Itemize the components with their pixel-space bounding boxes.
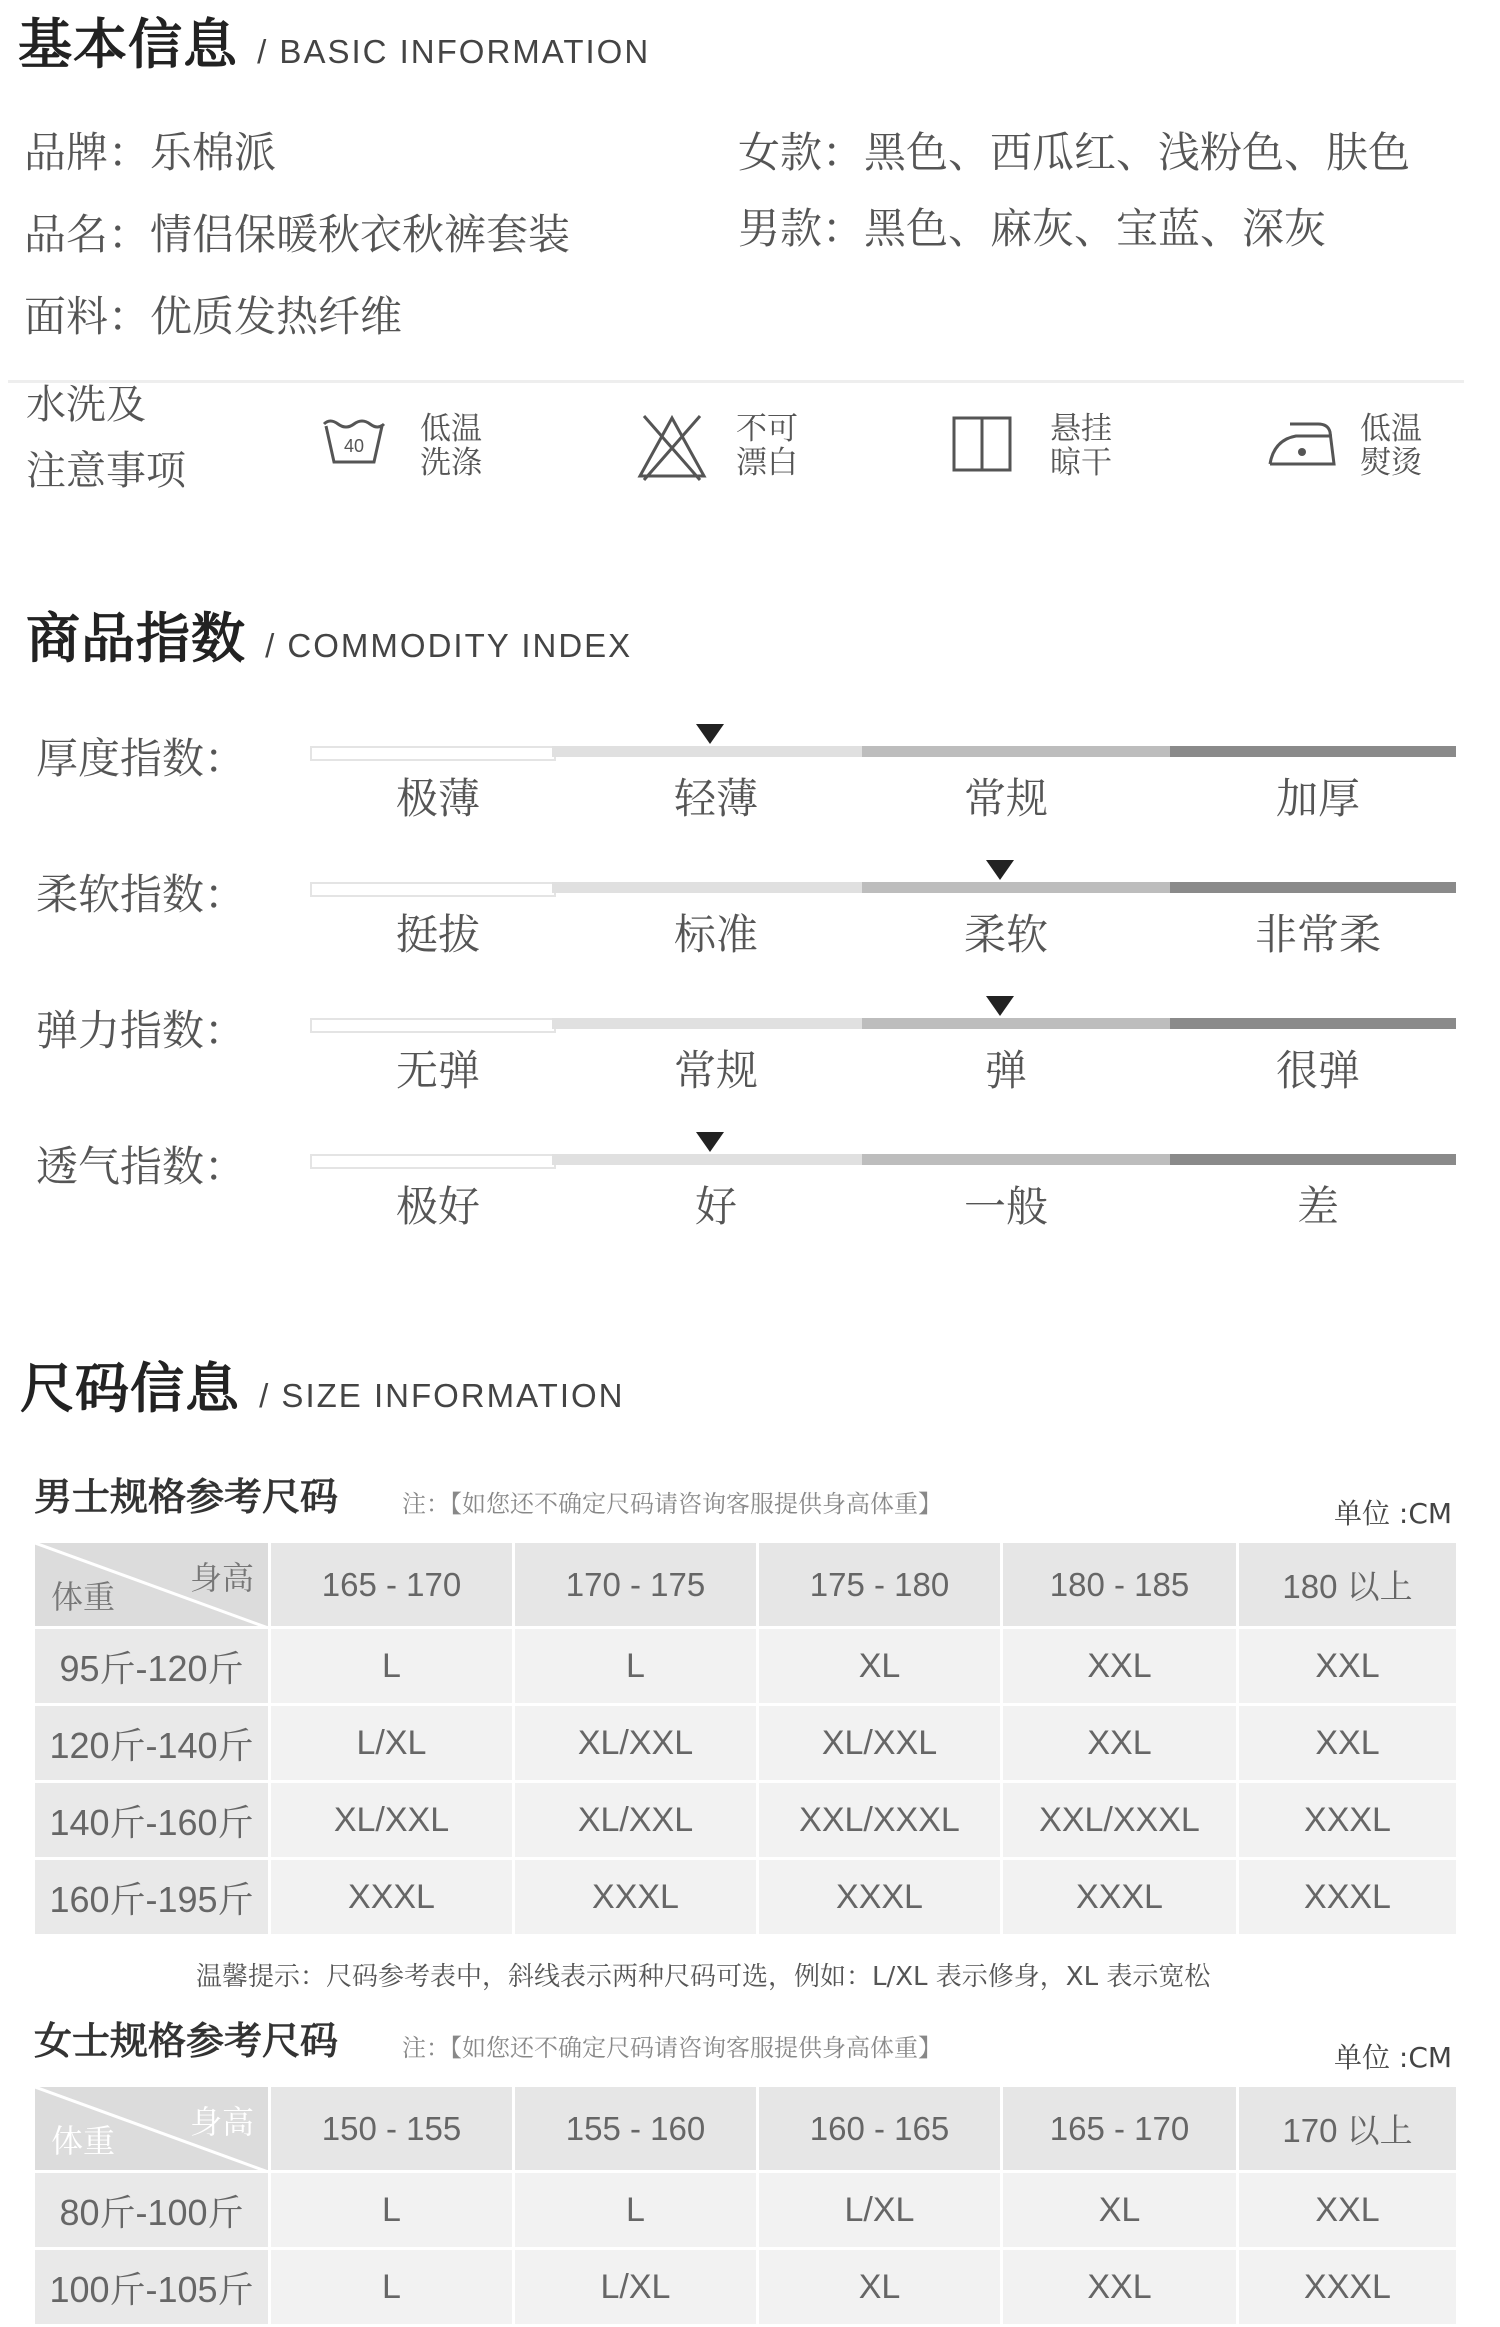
size-cell: XL xyxy=(758,2249,1002,2326)
index-bar-segment xyxy=(1170,746,1456,757)
care-text-line: 低温 xyxy=(420,411,482,447)
care-text-line: 不可 xyxy=(736,411,798,447)
weight-label: 80斤-100斤 xyxy=(34,2172,270,2249)
weight-label: 160斤-195斤 xyxy=(34,1859,270,1936)
wash-40-icon xyxy=(320,410,388,470)
index-level-label: 好 xyxy=(694,1182,738,1231)
women-table-title: 女士规格参考尺码 xyxy=(34,2019,339,2063)
size-cell: XXL xyxy=(1238,2172,1458,2249)
size-cell: XL xyxy=(758,1628,1002,1705)
index-bar-segment xyxy=(1170,882,1456,893)
care-text-line: 低温 xyxy=(1360,411,1422,447)
size-cell: XXL xyxy=(1002,1705,1238,1782)
index-level-label: 轻薄 xyxy=(673,774,759,823)
corner-weight-label: 体重 xyxy=(51,1579,116,1615)
index-bar-segment xyxy=(862,746,1170,757)
index-bar-segment xyxy=(552,1154,862,1165)
index-level-label: 极好 xyxy=(395,1182,481,1231)
wash-care-label-line1: 水洗及 xyxy=(26,382,146,428)
index-header xyxy=(26,596,632,673)
index-bar-segment xyxy=(310,1154,556,1169)
height-header: 170 以上 xyxy=(1238,2086,1458,2172)
index-marker-icon xyxy=(696,1132,724,1152)
basic-title: 基本信息 xyxy=(18,13,238,76)
table-row xyxy=(34,1859,1458,1936)
size-cell: L xyxy=(270,2172,514,2249)
index-level-label: 非常柔 xyxy=(1254,910,1382,959)
size-tip: 温馨提示：尺码参考表中，斜线表示两种尺码可选，例如：L/XL 表示修身，XL 表示宽松 xyxy=(196,1962,1211,1992)
index-subtitle: / COMMODITY INDEX xyxy=(265,627,633,664)
care-text-line: 熨烫 xyxy=(1360,445,1422,481)
index-level-label: 一般 xyxy=(963,1182,1049,1231)
men-table-note: 注：【如您还不确定尺码请咨询客服提供身高体重】 xyxy=(402,1490,942,1518)
care-text-bleach xyxy=(736,412,798,480)
index-title: 商品指数 xyxy=(26,607,246,670)
product-name-info: 品名：情侣保暖秋衣秋裤套装 xyxy=(24,210,571,259)
weight-label: 140斤-160斤 xyxy=(34,1782,270,1859)
corner-height-label: 身高 xyxy=(189,1560,254,1596)
table-row xyxy=(34,2172,1458,2249)
index-row-name: 厚度指数： xyxy=(36,734,247,783)
index-marker-icon xyxy=(696,724,724,744)
index-bar-segment xyxy=(862,882,1170,893)
weight-label: 100斤-105斤 xyxy=(34,2249,270,2326)
corner-height-label: 身高 xyxy=(189,2104,254,2140)
care-text-iron xyxy=(1360,412,1422,480)
height-header: 170 - 175 xyxy=(514,1542,758,1628)
index-bar-segment xyxy=(1170,1018,1456,1029)
fabric-info: 面料：优质发热纤维 xyxy=(24,292,403,341)
wash-care-label xyxy=(26,372,186,504)
index-bar-segment xyxy=(862,1154,1170,1165)
index-level-label: 加厚 xyxy=(1275,774,1361,823)
corner-weight-label: 体重 xyxy=(51,2123,116,2159)
height-header: 155 - 160 xyxy=(514,2086,758,2172)
hang-dry-icon xyxy=(950,414,1014,474)
size-cell: L/XL xyxy=(270,1705,514,1782)
size-cell: XXXL xyxy=(1238,1859,1458,1936)
women-size-table xyxy=(32,2084,1459,2327)
care-item-bleach xyxy=(636,412,708,486)
men-table-title: 男士规格参考尺码 xyxy=(34,1475,339,1519)
size-cell: L xyxy=(514,2172,758,2249)
size-cell: XXXL xyxy=(1002,1859,1238,1936)
women-table-note: 注：【如您还不确定尺码请咨询客服提供身高体重】 xyxy=(402,2034,942,2062)
men-table-unit: 单位 :CM xyxy=(1334,1497,1453,1530)
size-cell: L/XL xyxy=(758,2172,1002,2249)
index-bar-segment xyxy=(552,882,862,893)
height-header: 175 - 180 xyxy=(758,1542,1002,1628)
men-colors-info: 男款：黑色、麻灰、宝蓝、深灰 xyxy=(738,204,1327,253)
table-header-row xyxy=(34,2086,1458,2172)
brand-info: 品牌：乐棉派 xyxy=(24,128,277,177)
size-cell: XXXL xyxy=(270,1859,514,1936)
size-cell: L/XL xyxy=(514,2249,758,2326)
index-bar-segment xyxy=(1170,1154,1456,1165)
height-header: 180 - 185 xyxy=(1002,1542,1238,1628)
size-cell: XL/XXL xyxy=(514,1705,758,1782)
index-bar-segment xyxy=(310,1018,556,1033)
table-row xyxy=(34,2249,1458,2326)
size-cell: XXL xyxy=(1002,1628,1238,1705)
size-cell: XXXL xyxy=(1238,1782,1458,1859)
table-row xyxy=(34,1628,1458,1705)
size-cell: L xyxy=(514,1628,758,1705)
size-cell: L xyxy=(270,2249,514,2326)
index-bar-segment xyxy=(310,882,556,897)
size-cell: XXL xyxy=(1238,1628,1458,1705)
index-level-label: 差 xyxy=(1296,1182,1340,1231)
men-size-table xyxy=(32,1540,1459,1937)
table-row xyxy=(34,1782,1458,1859)
index-level-label: 标准 xyxy=(673,910,759,959)
care-text-line: 悬挂 xyxy=(1050,411,1112,447)
basic-header xyxy=(18,2,650,79)
size-cell: XXL/XXXL xyxy=(758,1782,1002,1859)
divider xyxy=(8,380,1464,383)
women-table-unit: 单位 :CM xyxy=(1334,2041,1453,2074)
table-header-row xyxy=(34,1542,1458,1628)
no-bleach-icon xyxy=(636,412,708,482)
weight-label: 95斤-120斤 xyxy=(34,1628,270,1705)
care-text-line: 洗涤 xyxy=(420,445,482,481)
height-header: 180 以上 xyxy=(1238,1542,1458,1628)
size-header xyxy=(20,1346,624,1423)
low-iron-icon xyxy=(1266,416,1338,472)
index-row-name: 弹力指数： xyxy=(36,1006,247,1055)
height-header: 165 - 170 xyxy=(1002,2086,1238,2172)
height-header: 150 - 155 xyxy=(270,2086,514,2172)
index-marker-icon xyxy=(986,860,1014,880)
index-level-label: 挺拔 xyxy=(395,910,481,959)
size-cell: XXXL xyxy=(514,1859,758,1936)
care-text-hang xyxy=(1050,412,1112,480)
table-corner xyxy=(34,2086,270,2172)
care-item-wash xyxy=(320,410,388,474)
size-title: 尺码信息 xyxy=(20,1357,240,1420)
index-level-label: 常规 xyxy=(963,774,1049,823)
table-corner xyxy=(34,1542,270,1628)
index-level-label: 柔软 xyxy=(963,910,1049,959)
weight-label: 120斤-140斤 xyxy=(34,1705,270,1782)
index-level-label: 常规 xyxy=(673,1046,759,1095)
height-header: 165 - 170 xyxy=(270,1542,514,1628)
basic-subtitle: / BASIC INFORMATION xyxy=(257,33,651,70)
index-level-label: 无弹 xyxy=(395,1046,481,1095)
size-cell: L xyxy=(270,1628,514,1705)
size-cell: XL xyxy=(1002,2172,1238,2249)
care-text-wash xyxy=(420,412,482,480)
size-cell: XL/XXL xyxy=(758,1705,1002,1782)
size-cell: XL/XXL xyxy=(514,1782,758,1859)
size-cell: XXL/XXXL xyxy=(1002,1782,1238,1859)
care-text-line: 晾干 xyxy=(1050,445,1112,481)
wash-care-label-line2: 注意事项 xyxy=(26,448,186,494)
index-marker-icon xyxy=(986,996,1014,1016)
women-colors-info: 女款：黑色、西瓜红、浅粉色、肤色 xyxy=(738,128,1411,177)
size-cell: XXXL xyxy=(758,1859,1002,1936)
size-cell: XXL xyxy=(1002,2249,1238,2326)
table-row xyxy=(34,1705,1458,1782)
size-cell: XXXL xyxy=(1238,2249,1458,2326)
wash-temp: 40 xyxy=(343,436,365,456)
index-bar-segment xyxy=(310,746,556,761)
index-row-name: 柔软指数： xyxy=(36,870,247,919)
index-level-label: 很弹 xyxy=(1275,1046,1361,1095)
care-item-hang xyxy=(950,414,1014,478)
height-header: 160 - 165 xyxy=(758,2086,1002,2172)
index-level-label: 弹 xyxy=(984,1046,1028,1095)
size-cell: XXL xyxy=(1238,1705,1458,1782)
index-row-name: 透气指数： xyxy=(36,1142,247,1191)
index-bar-segment xyxy=(552,746,862,757)
care-text-line: 漂白 xyxy=(736,445,798,481)
size-cell: XL/XXL xyxy=(270,1782,514,1859)
size-subtitle: / SIZE INFORMATION xyxy=(259,1377,625,1414)
care-item-iron xyxy=(1266,416,1338,476)
index-bar-segment xyxy=(552,1018,862,1029)
index-level-label: 极薄 xyxy=(395,774,481,823)
index-bar-segment xyxy=(862,1018,1170,1029)
